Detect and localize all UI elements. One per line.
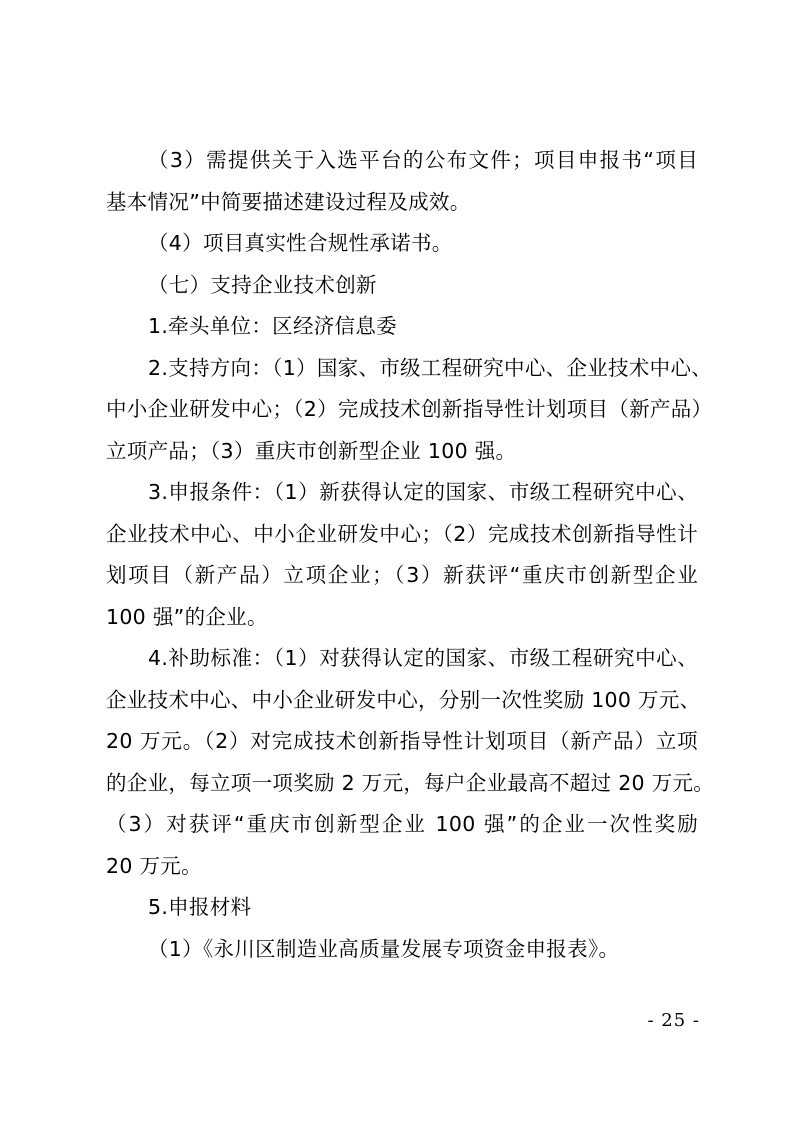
text-line: 立项产品；（3）重庆市创新型企业 100 强。 [106, 438, 517, 463]
text-line: 1.牵头单位：区经济信息委 [148, 314, 397, 338]
text-line: 5.申报材料 [148, 895, 252, 919]
text-line: 企业技术中心、中小企业研发中心，分别一次性奖励 100 万元、 [106, 687, 701, 712]
page-number: - 25 - [647, 1010, 700, 1031]
text-line: 中小企业研发中心；（2）完成技术创新指导性计划项目（新产品） [106, 397, 713, 421]
text-line: 的企业，每立项一项奖励 2 万元，每户企业最高不超过 20 万元。 [106, 770, 715, 795]
text-line: （4）项目真实性合规性承诺书。 [148, 231, 453, 255]
document-body [106, 140, 715, 970]
text-line: 企业技术中心、中小企业研发中心；（2）完成技术创新指导性计 [106, 521, 698, 546]
text-line: 4.补助标准：（1）对获得认定的国家、市级工程研究中心、 [148, 646, 698, 670]
text-line: 20 万元。 [106, 853, 202, 878]
text-line: 100 强”的企业。 [106, 604, 268, 629]
text-line: 2.支持方向：（1）国家、市级工程研究中心、企业技术中心、 [148, 355, 713, 380]
text-line: 20 万元。（2）对完成技术创新指导性计划项目（新产品）立项 [106, 729, 698, 753]
text-line: （3）对获评“重庆市创新型企业 100 强”的企业一次性奖励 [106, 812, 698, 836]
text-line: 3.申报条件：（1）新获得认定的国家、市级工程研究中心、 [148, 480, 698, 504]
text-line: 划项目（新产品）立项企业；（3）新获评“重庆市创新型企业 [106, 563, 698, 587]
text-line: 基本情况”中简要描述建设过程及成效。 [106, 189, 471, 214]
text-line: （1）《永川区制造业高质量发展专项资金申报表》。 [148, 936, 620, 961]
section-heading: （七）支持企业技术创新 [148, 272, 377, 297]
text-line: （3）需提供关于入选平台的公布文件；项目申报书“项目 [148, 148, 698, 172]
